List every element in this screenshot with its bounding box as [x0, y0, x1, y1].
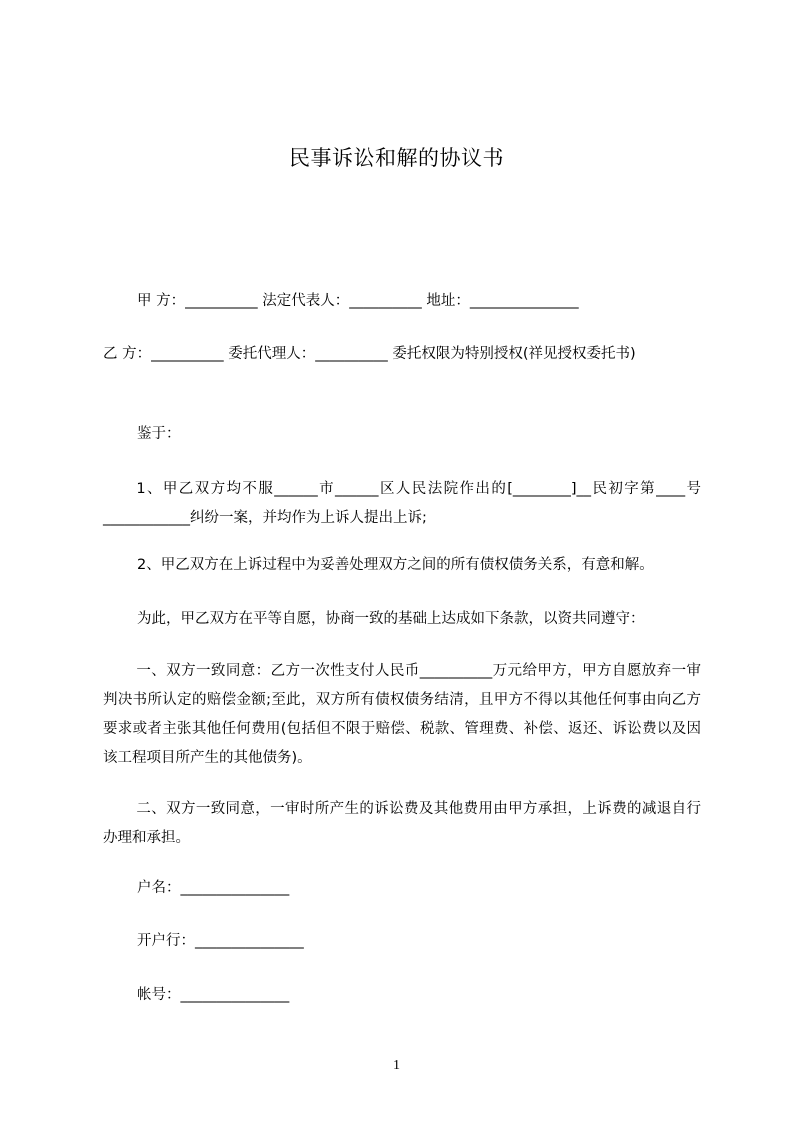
document-title: 民事诉讼和解的协议书 [289, 146, 504, 170]
page-number: 1 [393, 1058, 400, 1073]
party-a-line: 甲 方：__________ 法定代表人：__________ 地址：_______________ [137, 293, 579, 309]
whereas-item-2: 2、甲乙双方在上诉过程中为妥善处理双方之间的所有债权债务关系，有意和解。 [137, 557, 654, 573]
clause-2: 二、双方一致同意，一审时所产生的诉讼费及其他费用由甲方承担，上诉费的减退自行办理和承担。 [103, 801, 701, 846]
account-name-field: 户名：_______________ [137, 880, 290, 896]
whereas-heading: 鉴于： [137, 426, 181, 442]
bank-field: 开户行：_______________ [137, 933, 304, 949]
whereas-item-1: 1、甲乙双方均不服______市______区人民法院作出的[________]__民初字第____号____________纠纷一案，并均作为上诉人提出上诉; [103, 481, 701, 526]
agreement-intro: 为此，甲乙双方在平等自愿，协商一致的基础上达成如下条款，以资共同遵守： [137, 611, 645, 627]
clause-1: 一、双方一致同意：乙方一次性支付人民币__________万元给甲方，甲方自愿放弃一审判决书所认定的赔偿金额;至此，双方所有债权债务结清，且甲方不得以其他任何事由向乙方要求或者主张其他任何费用(包括但不限于赔偿、税款、管理费、补偿、返还、诉讼费以及因该工程项目所产生的其他债务)。 [103, 663, 701, 766]
party-b-paragraph: 乙 方：__________ 委托代理人：__________ 委托权限为特别授权(祥见授权委托书) [103, 346, 636, 362]
account-number-field: 帐号：_______________ [137, 987, 290, 1003]
